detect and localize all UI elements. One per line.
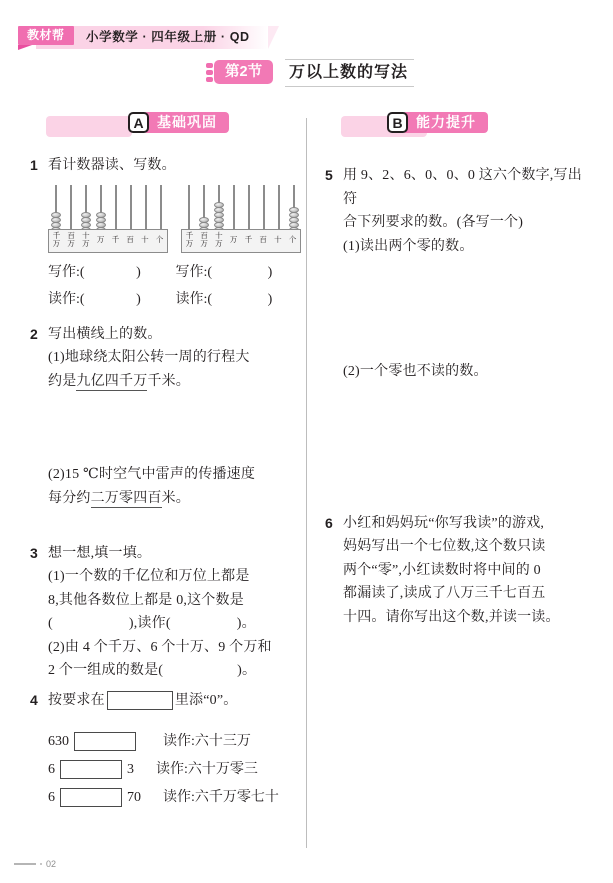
abacus-1-place-1: 千 万: [52, 231, 61, 248]
abacus-1-place-2: 百 万: [67, 231, 75, 248]
abacus-2-place-7: 十: [274, 235, 282, 244]
abacus-1-rod-4: [100, 185, 102, 233]
abacus-1-rods: [48, 185, 168, 235]
q4-row3-after: 70: [127, 789, 141, 805]
question-2-part1-answer-space[interactable]: [30, 399, 298, 463]
abacus-1-place-8: 个: [155, 235, 164, 244]
abacus-2-rod-6: [263, 185, 265, 233]
question-1-read-row: [48, 286, 298, 313]
abacus-1-rod-5: [115, 185, 117, 233]
question-5-part2: [325, 360, 593, 384]
question-2-number: 2: [30, 326, 38, 342]
q4-row3-read: 读作:六千万零七十: [163, 789, 279, 805]
question-2: [30, 323, 298, 393]
question-3-number: 3: [30, 545, 38, 561]
question-3-part1-blanks[interactable]: ( ),读作( )。: [48, 616, 256, 631]
q4-row1-read: 读作:六十三万: [163, 733, 251, 749]
abacus-2-base: [181, 229, 301, 253]
abacus-1: [48, 185, 165, 253]
abacus-2-write-field[interactable]: 写作:( ): [175, 265, 273, 280]
question-3-stem: 想一想,填一填。: [48, 546, 152, 561]
question-6-line2: 妈妈写出一个七位数,这个数只读: [343, 539, 546, 554]
question-2-part2: [30, 463, 298, 510]
left-column: [30, 112, 298, 812]
question-5: [325, 164, 593, 258]
footer-dot: [40, 863, 42, 865]
q4-row2-after: 3: [127, 761, 134, 777]
abacus-2-place-1: 千 万: [185, 231, 194, 248]
question-2-stem: 写出横线上的数。: [48, 327, 162, 342]
abacus-2-rod-5: [248, 185, 250, 233]
question-6-number: 6: [325, 514, 333, 531]
abacus-1-rod-2: [70, 185, 72, 233]
right-column: [325, 112, 593, 635]
question-3: [30, 542, 298, 683]
question-4-row-3: [48, 784, 298, 812]
footer-rule: [14, 863, 36, 865]
question-5-part2-text: (2)一个零也不读的数。: [343, 364, 488, 379]
question-5-line2: 合下列要求的数。(各写一个): [343, 215, 524, 230]
group-a-letter: A: [128, 112, 149, 133]
abacus-1-place-6: 百: [126, 235, 134, 244]
abacus-1-read-field[interactable]: 读作:( ): [48, 292, 141, 307]
abacus-2-place-6: 百: [259, 235, 267, 244]
group-b-label: 能力提升: [402, 112, 488, 133]
question-1-write-row: [48, 259, 298, 286]
group-a-pill-shadow: [46, 116, 132, 137]
abacus-2-place-5: 千: [244, 235, 253, 244]
question-1-stem: 看计数器读、写数。: [48, 158, 176, 173]
abacus-2-rods: [181, 185, 301, 235]
question-2-part2-line1: (2)15 ℃时空气中雷声的传播速度: [48, 467, 256, 482]
question-5-number: 5: [325, 167, 333, 183]
abacus-1-rod-3: [85, 185, 87, 233]
question-6-line5: 十四。请你写出这个数,并读一读。: [343, 609, 560, 625]
abacus-2-rod-8: [293, 185, 295, 233]
abacus-2-rod-3: [218, 185, 220, 233]
abacus-2-rod-4: [233, 185, 235, 233]
brand-badge: 教材帮: [18, 26, 74, 45]
abacus-1-place-3: 十 万: [82, 231, 90, 248]
section-number-badge: 第2节: [214, 60, 273, 84]
question-2-part2-answer-space[interactable]: [30, 516, 298, 542]
abacus-1-base: [48, 229, 168, 253]
abacus-2-rod-7: [278, 185, 280, 233]
q4-row2-before: 6: [48, 761, 55, 777]
group-header-a: [30, 112, 298, 136]
question-4-stem: 按要求在 里添“0”。: [48, 689, 298, 712]
q4-row3-before: 6: [48, 789, 55, 805]
abacus-2-rod-1: [188, 185, 190, 233]
question-6-line4: 都漏读了,读成了八万三千七百五: [343, 586, 546, 601]
section-title-bar: [0, 59, 613, 89]
abacus-1-rod-8: [160, 185, 162, 233]
page-footer: [14, 859, 56, 869]
abacus-group: [48, 185, 298, 253]
question-2-part1-underlined: 九亿四千万: [76, 373, 148, 389]
group-header-b: [325, 112, 593, 136]
abacus-2-place-8: 个: [288, 235, 297, 244]
question-4-stem-box[interactable]: [107, 691, 173, 710]
column-divider: [306, 118, 307, 848]
book-subtitle: 小学数学 · 四年级上册 · QD: [86, 30, 250, 44]
question-5-line1: 用 9、2、6、0、0、0 这六个数字,写出符: [343, 168, 582, 207]
group-b-letter: B: [387, 112, 408, 133]
question-3-part2-line1: (2)由 4 个千万、6 个十万、9 个万和: [48, 639, 272, 655]
group-b-pill: [387, 112, 488, 134]
q4-row3-box[interactable]: [60, 788, 122, 807]
abacus-1-place-5: 千: [111, 235, 120, 244]
abacus-2-rod-2: [203, 185, 205, 233]
q4-row1-box[interactable]: [74, 732, 136, 751]
q4-row2-read: 读作:六十万零三: [156, 761, 258, 777]
page-number: 02: [46, 859, 57, 869]
page-title: 万以上数的写法: [285, 59, 414, 87]
question-4-number: 4: [30, 691, 38, 708]
question-4: [30, 689, 298, 712]
page-header: [0, 0, 613, 52]
q4-row1-before: 630: [48, 733, 69, 749]
question-1-number: 1: [30, 157, 38, 173]
abacus-1-place-7: 十: [141, 235, 149, 244]
question-1: [30, 154, 298, 177]
q4-row2-box[interactable]: [60, 760, 122, 779]
question-2-part2-line2: 每分约二万零四百米。: [48, 490, 191, 506]
abacus-2-read-field[interactable]: 读作:( ): [175, 292, 273, 307]
question-2-part2-underlined: 二万零四百: [90, 490, 162, 506]
question-4-row-1: [48, 728, 298, 756]
abacus-2: [181, 185, 298, 253]
question-1-answers: [48, 259, 298, 313]
question-4-row-2: [48, 756, 298, 784]
question-5-part1: (1)读出两个零的数。: [343, 238, 474, 254]
question-5-part2-answer-space[interactable]: [325, 390, 593, 512]
question-3-part2-blank[interactable]: 2 个一组成的数是( )。: [48, 663, 257, 678]
question-3-part1-line2: 8,其他各数位上都是 0,这个数是: [48, 592, 244, 608]
question-6: [325, 512, 593, 630]
abacus-1-rod-1: [55, 185, 57, 233]
abacus-1-write-field[interactable]: 写作:( ): [48, 265, 141, 280]
question-3-part1-line1: (1)一个数的千亿位和万位上都是: [48, 569, 250, 584]
abacus-1-place-4: 万: [96, 235, 105, 244]
group-a-pill: [128, 112, 229, 134]
question-5-part1-answer-space[interactable]: [325, 264, 593, 360]
group-a-label: 基础巩固: [143, 112, 229, 133]
abacus-2-place-3: 十 万: [215, 231, 223, 248]
abacus-2-place-2: 百 万: [200, 231, 208, 248]
question-6-line1: 小红和妈妈玩“你写我读”的游戏,: [343, 515, 545, 531]
question-2-part1-line2: 约是九亿四千万千米。: [48, 373, 191, 389]
abacus-1-rod-6: [130, 185, 132, 233]
question-2-part1-line1: (1)地球绕太阳公转一周的行程大: [48, 350, 250, 365]
abacus-1-rod-7: [145, 185, 147, 233]
question-6-line3: 两个“零”,小红读数时将中间的 0: [343, 562, 541, 578]
abacus-2-place-4: 万: [229, 235, 238, 244]
